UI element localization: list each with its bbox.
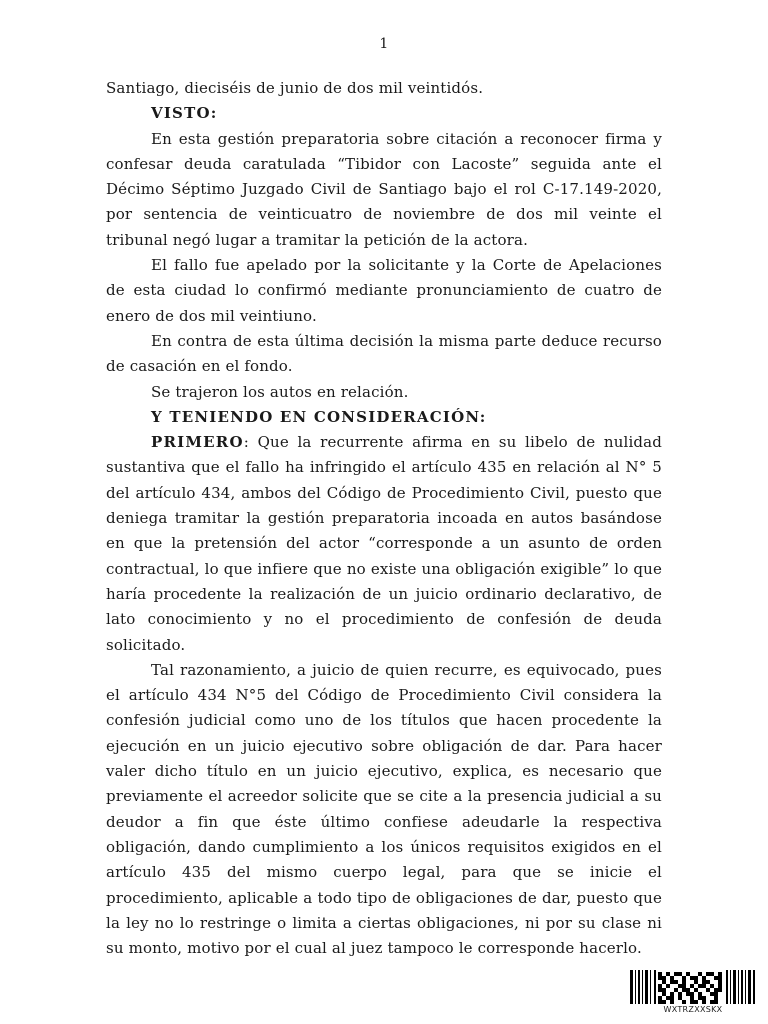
paragraph-intro-2: El fallo fue apelado por la solicitante y la Corte de Apelaciones de esta ciudad lo confirmó mediante pronunciamiento de cuatro de enero de dos mil veintiuno. — [106, 256, 662, 325]
document-body — [106, 76, 662, 961]
primero-label: PRIMERO — [151, 433, 244, 452]
page-number: 1 — [379, 36, 389, 52]
paragraph-intro-3: En contra de esta última decisión la misma parte deduce recurso de casación en el fondo. — [106, 331, 662, 376]
considering-heading: Y TENIENDO EN CONSIDERACIÓN: — [151, 407, 487, 426]
barcode-code: WXTRZXXSKX — [630, 1004, 756, 1016]
final-paragraph: Tal razonamiento, a juicio de quien recurre, es equivocado, pues el artículo 434 N°5 del Código de Procedimiento Civil considera la confesión judicial como uno de los títulos que hacen procedente la ejecución en un juicio ejecutivo sobre obligación de dar. Para hacer valer dicho título en un juicio ejecutivo, explica, es necesario que previamente el acreedor solicite que se cite a la presencia judicial a su deudor a fin que éste último confiese adeudarle la respectiva obligación, dando cumplimiento a los únicos requisitos exigidos en el artículo 435 del mismo cuerpo legal, para que se inicie el procedimiento, aplicable a todo tipo de obligaciones de dar, puesto que la ley no lo restringe o limita a ciertas obligaciones, ni por su clase ni su monto, motivo por el cual al juez tampoco le corresponde hacerlo. — [106, 660, 662, 958]
paragraph-intro-4: Se trajeron los autos en relación. — [151, 382, 409, 401]
visto-heading: VISTO: — [151, 104, 218, 123]
primero-paragraph — [106, 430, 662, 658]
primero-text: : Que la recurrente afirma en su libelo de nulidad sustantiva que el fallo ha infringido el artículo 435 en relación al N° 5 del artículo 434, ambos del Código de Procedimiento Civil, puesto que deniega tramitar la gestión preparatoria incoada en autos basándose en que la pretensión del actor “corresponde a un asunto de orden contractual, lo que infiere que no existe una obligación exigible” lo que haría procedente la realización de un juicio ordinario declarativo, de lato conocimiento y no el procedimiento de confesión de deuda solicitado. — [106, 433, 662, 654]
paragraph-intro-1: En esta gestión preparatoria sobre citación a reconocer firma y confesar deuda caratulada “Tibidor con Lacoste” seguida ante el Décimo Séptimo Juzgado Civil de Santiago bajo el rol C-17.149-2020, por sentencia de veinticuatro de noviembre de dos mil veinte el tribunal negó lugar a tramitar la petición de la actora. — [106, 129, 662, 249]
date-line: Santiago, dieciséis de junio de dos mil veintidós. — [106, 79, 484, 97]
verification-barcode — [630, 970, 756, 1016]
